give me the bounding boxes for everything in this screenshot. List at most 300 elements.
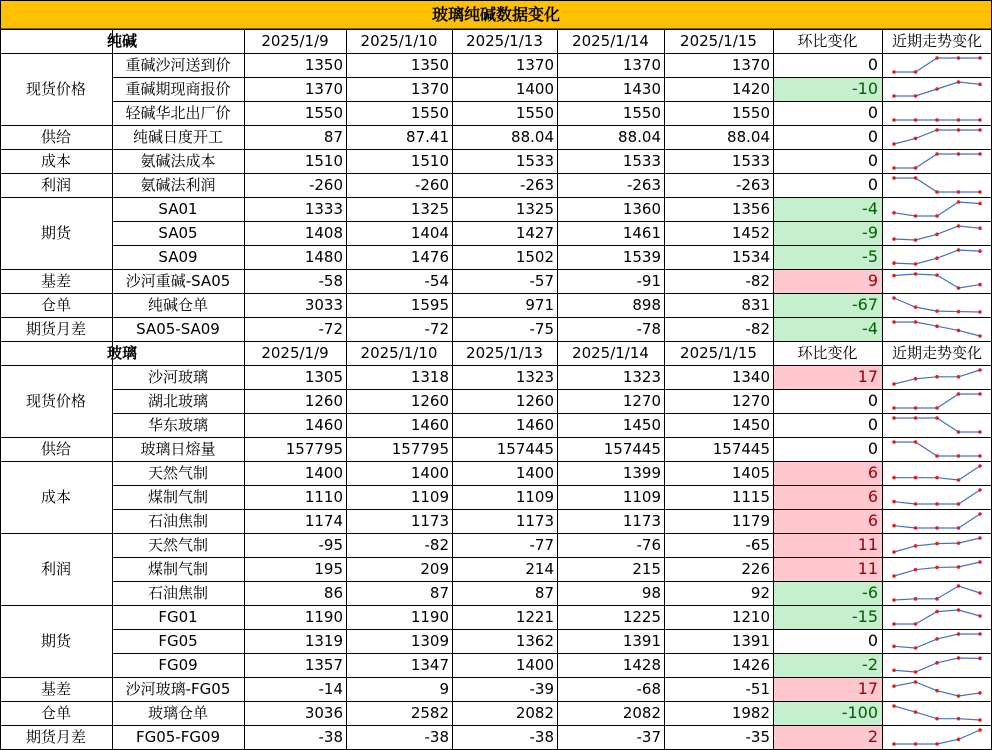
value-cell: -58 [318,271,343,290]
item-label: 沙河玻璃 [147,367,208,386]
sparkline-point [978,202,982,206]
change-cell: -5 [773,245,882,269]
value-cell: -39 [529,679,554,698]
sparkline-point [957,454,961,458]
change-cell: 6 [773,485,882,509]
sparkline-point [935,56,939,60]
sparkline-point [978,691,982,695]
sparkline-point [892,598,896,602]
change-cell: 9 [773,269,882,293]
sparkline-point [957,128,961,132]
item-label: 重碱沙河送到价 [125,55,231,74]
value-cell: 1340 [731,367,770,386]
value-cell: 1115 [731,487,770,506]
value-cell: 1333 [304,199,343,218]
value-cell: 1405 [731,463,770,482]
sparkline-point [892,550,896,554]
value-cell: 1595 [410,295,449,314]
sparkline-point [957,310,961,314]
trend-sparkline [882,413,992,437]
value-cell: 1428 [622,655,661,674]
category-label: 基差 [40,679,71,698]
value-cell: -51 [745,679,770,698]
sparkline-point [914,597,918,601]
date-header: 2025/1/15 [680,343,757,362]
trend-sparkline [882,485,992,509]
value-cell: 1533 [731,151,770,170]
value-cell: -77 [529,535,554,554]
category-label: 成本 [40,487,71,506]
value-cell: 1179 [731,511,770,530]
value-cell: 831 [741,295,770,314]
value-cell: -75 [529,319,554,338]
sparkline-point [978,430,982,434]
sparkline-point [978,190,982,194]
item-label: 玻璃日熔量 [140,439,216,458]
value-cell: -54 [424,271,449,290]
sparkline-point [892,524,896,528]
sparkline-line [894,490,980,504]
value-cell: 1109 [622,487,661,506]
sparkline-point [892,70,896,74]
value-cell: 1370 [622,55,661,74]
sparkline-point [935,190,939,194]
value-cell: 1323 [515,367,554,386]
value-cell: 1533 [622,151,661,170]
value-cell: 157795 [285,439,343,458]
value-cell: -65 [745,535,770,554]
sparkline-line [894,634,980,648]
category-label: 利润 [40,559,71,578]
sparkline-point [957,248,961,252]
item-label: 轻碱华北出厂价 [125,103,231,122]
sparkline-point [892,644,896,648]
category-label: 期货 [40,223,71,242]
sparkline-point [935,476,939,480]
trend-sparkline [882,629,992,653]
value-cell: 1110 [304,487,343,506]
sparkline-point [978,728,982,732]
item-label: SA05 [158,223,198,242]
sparkline-line [894,202,980,216]
sparkline-point [914,377,918,381]
value-cell: -76 [636,535,661,554]
value-cell: 1420 [731,79,770,98]
value-cell: 1400 [515,463,554,482]
sparkline-point [892,118,896,122]
date-header: 2025/1/14 [572,343,649,362]
sparkline-point [935,406,939,410]
sparkline-point [957,430,961,434]
item-label: FG05-FG09 [135,727,221,746]
sparkline-point [957,152,961,156]
sparkline-point [957,80,961,84]
value-cell: 1450 [731,415,770,434]
sparkline-point [957,526,961,530]
sparkline-point [978,249,982,253]
value-cell: 1325 [410,199,449,218]
sparkline-point [935,502,939,506]
sparkline-point [978,392,982,396]
value-cell: 1370 [515,55,554,74]
sparkline-point [935,214,939,218]
value-cell: -263 [735,175,770,194]
change-cell: -4 [773,317,882,341]
sparkline-point [914,137,918,141]
value-cell: 1391 [731,631,770,650]
sparkline-point [892,261,896,265]
value-cell: 214 [525,559,554,578]
sparkline-point [957,584,961,588]
value-cell: 1325 [515,199,554,218]
sparkline-point [892,382,896,386]
value-cell: 1426 [731,655,770,674]
sparkline-point [935,416,939,420]
sparkline-point [978,512,982,516]
trend-sparkline [882,149,992,173]
trend-header: 近期走势变化 [891,31,982,50]
sparkline-point [957,694,961,698]
trend-sparkline [882,437,992,461]
change-cell: 11 [773,557,882,581]
sparkline-point [914,670,918,674]
date-header: 2025/1/15 [680,31,757,50]
sparkline-point [914,272,918,276]
item-label: 氨碱法利润 [140,175,216,194]
sparkline-point [935,610,939,614]
category-label: 仓单 [40,703,71,722]
sparkline-line [894,178,980,192]
sparkline-point [892,237,896,241]
sparkline-point [892,142,896,146]
date-header: 2025/1/10 [360,31,438,50]
sparkline-line [894,154,980,168]
value-cell: 1982 [731,703,770,722]
value-cell: 1173 [622,511,661,530]
sparkline-point [978,226,982,230]
sparkline-point [957,478,961,482]
sparkline-point [957,717,961,721]
item-label: 重碱期现商报价 [125,79,231,98]
change-cell: 0 [867,439,878,458]
value-cell: 226 [741,559,770,578]
item-label: 华东玻璃 [147,415,208,434]
item-label: 天然气制 [147,463,208,482]
item-label: FG05 [158,631,198,650]
sparkline-point [957,56,961,60]
sparkline-point [957,286,961,290]
value-cell: 9 [439,679,449,698]
sparkline-point [957,632,961,636]
trend-sparkline [882,101,992,125]
value-cell: 971 [525,295,554,314]
value-cell: -38 [529,727,554,746]
value-cell: 1173 [410,511,449,530]
trend-sparkline [882,389,992,413]
value-cell: 1225 [622,607,661,626]
value-cell: -82 [745,271,770,290]
value-cell: 1430 [622,79,661,98]
sparkline-point [892,94,896,98]
value-cell: -35 [745,727,770,746]
sparkline-point [957,375,961,379]
change-cell: 6 [773,509,882,533]
change-cell: 17 [773,365,882,389]
value-cell: 1450 [622,415,661,434]
value-cell: 1480 [304,247,343,266]
item-label: FG09 [158,655,198,674]
value-cell: 1360 [622,199,661,218]
category-label: 现货价格 [25,79,86,98]
value-cell: 1210 [731,607,770,626]
change-cell: 0 [867,391,878,410]
value-cell: 87 [534,583,554,602]
sparkline-point [978,657,982,661]
sparkline-point [978,152,982,156]
change-header: 环比变化 [797,31,858,50]
sparkline-point [957,565,961,569]
change-cell: 0 [867,55,878,74]
change-header: 环比变化 [797,343,858,362]
item-label: SA09 [158,247,198,266]
value-cell: 1550 [304,103,343,122]
sparkline-point [935,689,939,693]
item-label: 玻璃仓单 [147,703,208,722]
change-cell: -15 [773,605,882,629]
value-cell: 1319 [304,631,343,650]
sparkline-point [935,454,939,458]
sparkline-point [892,440,896,444]
sparkline-point [914,320,918,324]
section-title: 玻璃 [106,343,137,362]
value-cell: -78 [636,319,661,338]
trend-sparkline [882,77,992,101]
item-label: SA05-SA09 [136,319,220,338]
trend-sparkline [882,557,992,581]
trend-sparkline [882,725,992,749]
value-cell: 1221 [515,607,554,626]
value-cell: 87.41 [406,127,449,146]
sparkline-point [935,118,939,122]
value-cell: 1356 [731,199,770,218]
sparkline-point [978,128,982,132]
trend-sparkline [882,53,992,77]
value-cell: 1347 [410,655,449,674]
value-cell: 1550 [622,103,661,122]
value-cell: 1109 [515,487,554,506]
value-cell: 1539 [622,247,661,266]
value-cell: 209 [420,559,449,578]
value-cell: 1173 [515,511,554,530]
sparkline-point [957,656,961,660]
trend-sparkline [882,509,992,533]
value-cell: 1370 [410,79,449,98]
sparkline-point [914,622,918,626]
value-cell: 1305 [304,367,343,386]
value-cell: 1460 [304,415,343,434]
change-cell: -100 [773,701,882,725]
value-cell: 1533 [515,151,554,170]
value-cell: 1391 [622,631,661,650]
value-cell: 898 [632,295,661,314]
sparkline-point [935,526,939,530]
value-cell: 88.04 [727,127,770,146]
sparkline-line [894,58,980,72]
sparkline-point [892,684,896,688]
change-cell: -9 [773,221,882,245]
category-label: 供给 [40,439,71,458]
value-cell: 1400 [410,463,449,482]
sparkline-point [935,597,939,601]
value-cell: 3036 [304,703,343,722]
trend-sparkline [882,701,992,725]
value-cell: 1260 [410,391,449,410]
trend-sparkline [882,317,992,341]
sparkline-point [914,646,918,650]
category-label: 期货月差 [25,727,86,746]
sparkline-point [935,256,939,260]
value-cell: -263 [626,175,661,194]
sparkline-point [914,476,918,480]
value-cell: 2082 [515,703,554,722]
value-cell: 1260 [304,391,343,410]
trend-sparkline [882,245,992,269]
sparkline-line [894,130,980,144]
value-cell: 1408 [304,223,343,242]
sparkline-point [914,94,918,98]
value-cell: 1550 [410,103,449,122]
value-cell: 1460 [410,415,449,434]
trend-sparkline [882,533,992,557]
value-cell: 1270 [622,391,661,410]
sparkline-point [892,406,896,410]
change-cell: 2 [773,725,882,749]
trend-sparkline [882,365,992,389]
value-cell: 1350 [304,55,343,74]
trend-sparkline [882,269,992,293]
category-label: 仓单 [40,295,71,314]
trend-sparkline [882,605,992,629]
value-cell: 157445 [712,439,770,458]
value-cell: -260 [414,175,449,194]
value-cell: 1174 [304,511,343,530]
change-cell: 0 [867,151,878,170]
value-cell: 2082 [622,703,661,722]
value-cell: 1452 [731,223,770,242]
trend-sparkline [882,293,992,317]
sparkline-point [978,283,982,287]
sparkline-point [935,742,939,746]
category-label: 期货月差 [25,319,86,338]
change-cell: 17 [773,677,882,701]
sparkline-point [978,718,982,722]
sparkline-point [935,128,939,132]
sparkline-point [935,233,939,237]
value-cell: 87 [323,127,343,146]
sparkline-point [978,464,982,468]
sparkline-line [894,514,980,528]
value-cell: -260 [308,175,343,194]
sparkline-point [935,324,939,328]
sparkline-line [894,418,980,432]
value-cell: 1502 [515,247,554,266]
item-label: 沙河重碱-SA05 [125,271,231,290]
change-cell: 0 [867,415,878,434]
sparkline-line [894,394,980,408]
sparkline-point [914,406,918,410]
sparkline-point [892,416,896,420]
date-header: 2025/1/9 [261,31,329,50]
sparkline-point [914,214,918,218]
sparkline-point [957,502,961,506]
value-cell: 1400 [515,79,554,98]
sparkline-point [957,608,961,612]
sparkline-point [978,310,982,314]
sparkline-point [935,661,939,665]
sparkline-point [914,710,918,714]
date-header: 2025/1/13 [466,343,543,362]
value-cell: 1357 [304,655,343,674]
sparkline-point [914,262,918,266]
sparkline-point [892,176,896,180]
value-cell: 1427 [515,223,554,242]
sparkline-point [914,70,918,74]
value-cell: -95 [318,535,343,554]
item-label: 氨碱法成本 [140,151,216,170]
sparkline-point [892,211,896,215]
value-cell: 1260 [515,391,554,410]
category-label: 现货价格 [25,391,86,410]
value-cell: 1400 [304,463,343,482]
trend-sparkline [882,221,992,245]
sparkline-point [914,742,918,746]
change-cell: -10 [773,77,882,101]
trend-sparkline [882,581,992,605]
value-cell: 1370 [304,79,343,98]
item-label: 天然气制 [147,535,208,554]
trend-header: 近期走势变化 [891,343,982,362]
value-cell: 86 [323,583,343,602]
value-cell: 1323 [622,367,661,386]
value-cell: 157445 [496,439,554,458]
value-cell: -57 [529,271,554,290]
sparkline-point [892,166,896,170]
sparkline-point [957,118,961,122]
value-cell: -72 [318,319,343,338]
sparkline-point [935,566,939,570]
date-header: 2025/1/13 [466,31,543,50]
value-cell: 88.04 [511,127,554,146]
value-cell: 1461 [622,223,661,242]
sparkline-point [892,742,896,746]
sparkline-point [978,368,982,372]
item-label: 纯碱日度开工 [132,127,223,146]
value-cell: 195 [314,559,343,578]
value-cell: 1404 [410,223,449,242]
sparkline-point [914,680,918,684]
sparkline-point [892,574,896,578]
sparkline-point [935,273,939,277]
value-cell: 1370 [731,55,770,74]
value-cell: 1510 [410,151,449,170]
sparkline-point [935,152,939,156]
value-cell: -82 [745,319,770,338]
category-label: 基差 [40,271,71,290]
sparkline-point [914,176,918,180]
sparkline-point [978,83,982,87]
value-cell: -38 [318,727,343,746]
trend-sparkline [882,677,992,701]
